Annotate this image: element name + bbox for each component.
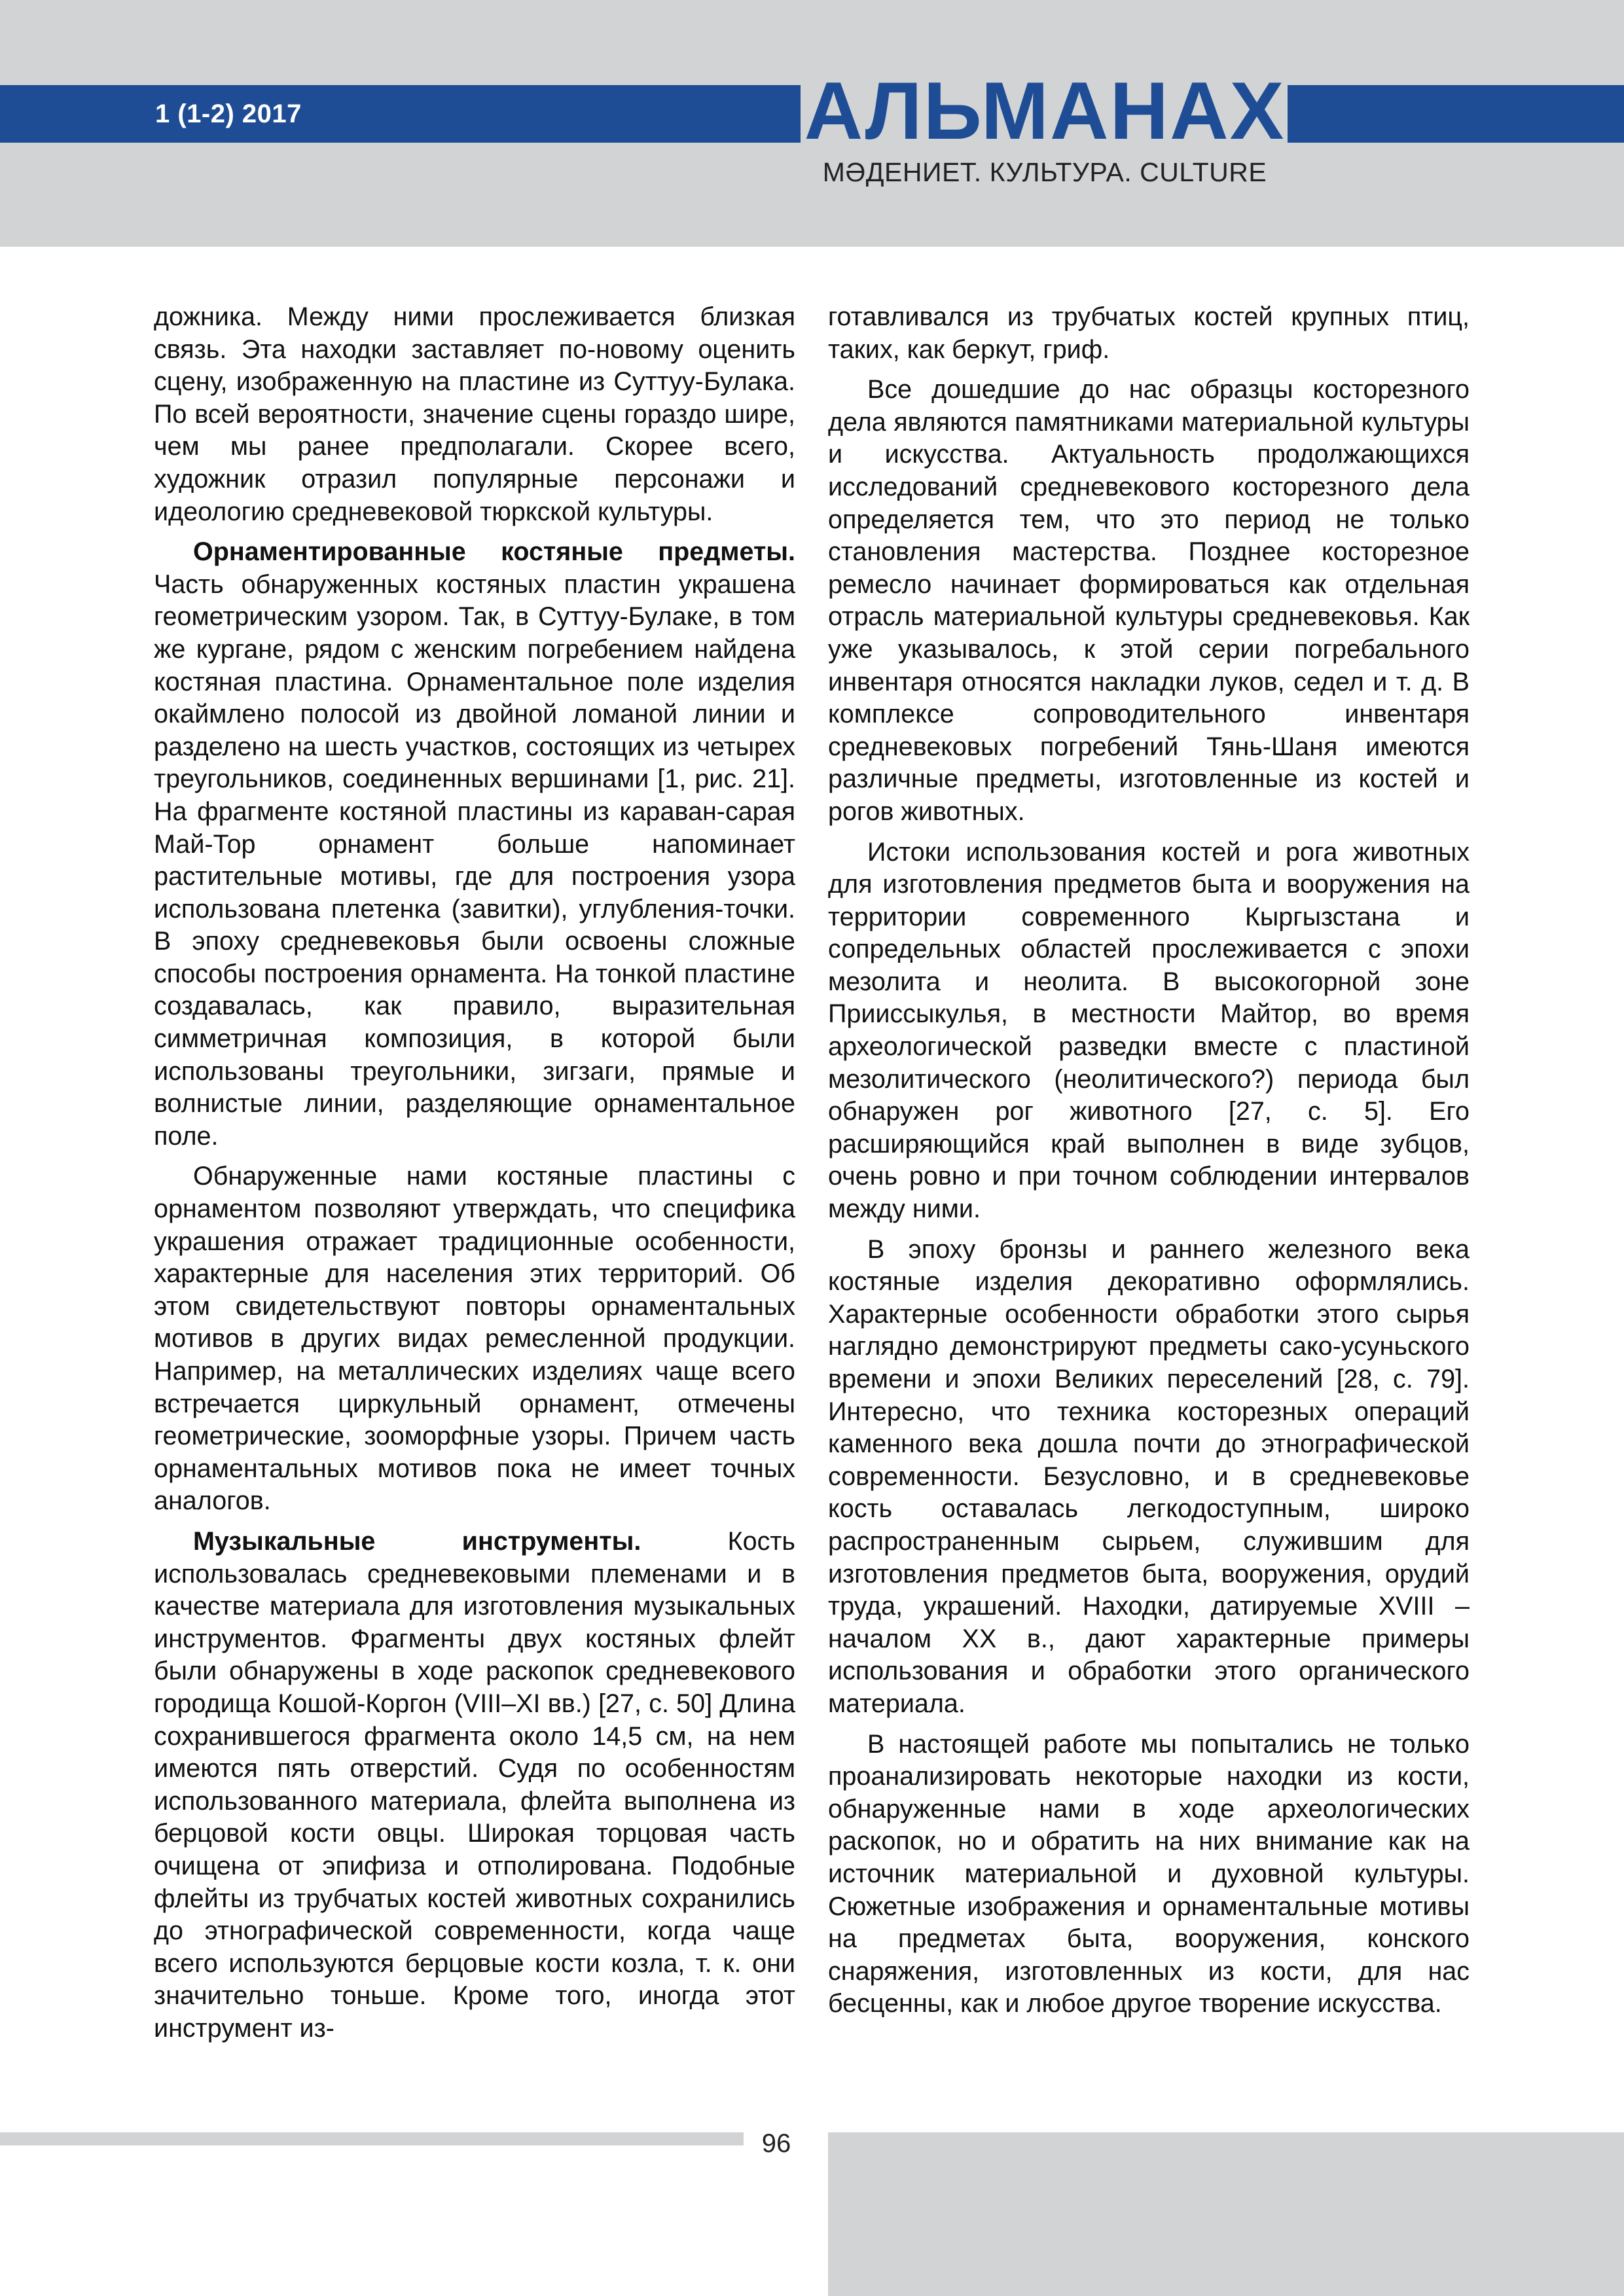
header-bar-right: [1288, 85, 1624, 143]
masthead-title: АЛЬМАНАХ: [804, 66, 1286, 156]
footer-bar: [0, 2132, 744, 2145]
paragraph: [154, 1526, 795, 2045]
paragraph: Все дошедшие до нас образцы косторезного дела являются памятниками материальной культуры и искусства. Актуальность продолжающихся исследований средневекового косторезного дела определяется тем, что это период не только становления мастерства. Позднее косторезное ремесло начинает формироваться как отдельная отрасль материальной культуры средневековья. Как уже указывалось, к этой серии погребального инвентаря относятся накладки луков, седел и т. д. В комплексе сопроводительного инвентаря средневековых погребений Тянь-Шаня имеются различные предметы, изготовленные из костей и рогов животных.: [828, 375, 1470, 826]
paragraph: [154, 536, 795, 1153]
paragraph: В настоящей работе мы попытались не только проанализировать некоторые находки из кости, обнаруженные нами в ходе археологических раскопок, но и обратить на них внимание как на источник материальной и духовной культуры. Сюжетные изображения и орнаментальные мотивы на предметах быта, вооружения, конского снаряжения, изготовленных из кости, для нас бесценны, как и любое другое творение искусства.: [828, 1729, 1470, 2018]
left-column: [154, 301, 795, 2053]
paragraph: Истоки использования костей и рога животных для изготовления предметов быта и вооружения на территории современного Кыргызстана и сопредельных областей прослеживается с эпохи мезолита и неолита. В высокогорной зоне Прииссыкулья, в местности Майтор, во время археологической разведки вместе с пластиной мезолитического (неолитического?) периода был обнаружен рог животного [27, с. 5]. Его расширяющийся край выполнен в виде зубцов, очень ровно и при точном соблюдении интервалов между ними.: [828, 837, 1470, 1224]
paragraph-text: Кость использовалась средневековыми племенами и в качестве материала для изготовления музыкальных инструментов. Фрагменты двух костяных флейт были обнаружены в ходе раскопок средневекового городища Кошой-Коргон (VIII–XI вв.) [27, с. 50] Длина сохранившегося фрагмента около 14,5 см, на нем имеются пять отверстий. Судя по особенностям использованного материала, флейта выполнена из берцовой кости овцы. Широкая торцовая часть очищена от эпифиза и отполирована. Подобные флейты из трубчатых костей животных сохранились до этнографической современности, когда чаще всего используются берцовые кости козла, т. к. они значительно тоньше. Кроме того, иногда этот инструмент из-: [154, 1526, 795, 2043]
masthead-subtitle: МӘДЕНИЕТ. КУЛЬТУРА. CULTURE: [822, 157, 1267, 187]
paragraph-text: Часть обнаруженных костяных пластин украшена геометрическим узором. Так, в Суттуу-Булаке, в том же кургане, рядом с женским погребением найдена костяная пластина. Орнаментальное поле изделия окаймлено полосой из двойной ломаной линии и разделено на шесть участков, состоящих из четырех треугольников, соединенных вершинами [1, рис. 21]. На фрагменте костяной пластины из караван-сарая Май-Тор орнамент больше напоминает растительные мотивы, где для построения узора использована плетенка (завитки), углубления-точки. В эпоху средневековья были освоены сложные способы построения орнамента. На тонкой пластине создавалась, как правило, выразительная симметричная композиция, в которой были использованы треугольники, зигзаги, прямые и волнистые линии, разделяющие орнаментальное поле.: [154, 569, 795, 1151]
paragraph: дожника. Между ними прослеживается близкая связь. Эта находки заставляет по-новому оценить сцену, изображенную на пластине из Суттуу-Булака. По всей вероятности, значение сцены гораздо шире, чем мы ранее предполагали. Скорее всего, художник отразил популярные персонажи и идеологию средневековой тюркской культуры.: [154, 302, 795, 526]
section-heading: Музыкальные инструменты.: [193, 1526, 641, 1556]
header-bar-left: [0, 85, 801, 143]
paragraph: готавливался из трубчатых костей крупных птиц, таких, как беркут, гриф.: [828, 302, 1470, 364]
section-heading: Орнаментированные костяные предметы.: [193, 537, 795, 567]
footer-block: [828, 2132, 1624, 2296]
paragraph: В эпоху бронзы и раннего железного века костяные изделия декоративно оформлялись. Характерные особенности обработки этого сырья наглядно демонстрируют предметы сако-усуньского времени и эпохи Великих переселений [28, с. 79]. Интересно, что техника косторезных операций каменного века дошла почти до этнографической современности. Безусловно, и в средневековье кость оставалась легкодоступным, широко распространенным сырьем, служившим для изготовления предметов быта, вооружения, орудий труда, украшений. Находки, датируемые XVIII – началом XX в., дают характерные примеры использования и обработки этого органического материала.: [828, 1234, 1470, 1718]
issue-number: 1 (1-2) 2017: [155, 99, 302, 128]
right-column: [828, 301, 1470, 2028]
page-number: 96: [761, 2129, 791, 2158]
paragraph: Обнаруженные нами костяные пластины с орнаментом позволяют утверждать, что специфика украшения отражает традиционные особенности, характерные для населения этих территорий. Об этом свидетельствуют повторы орнаментальных мотивов в других видах ремесленной продукции. Например, на металлических изделиях чаще всего встречается циркульный орнамент, отмечены геометрические, зооморфные узоры. Причем часть орнаментальных мотивов пока не имеет точных аналогов.: [154, 1162, 795, 1516]
